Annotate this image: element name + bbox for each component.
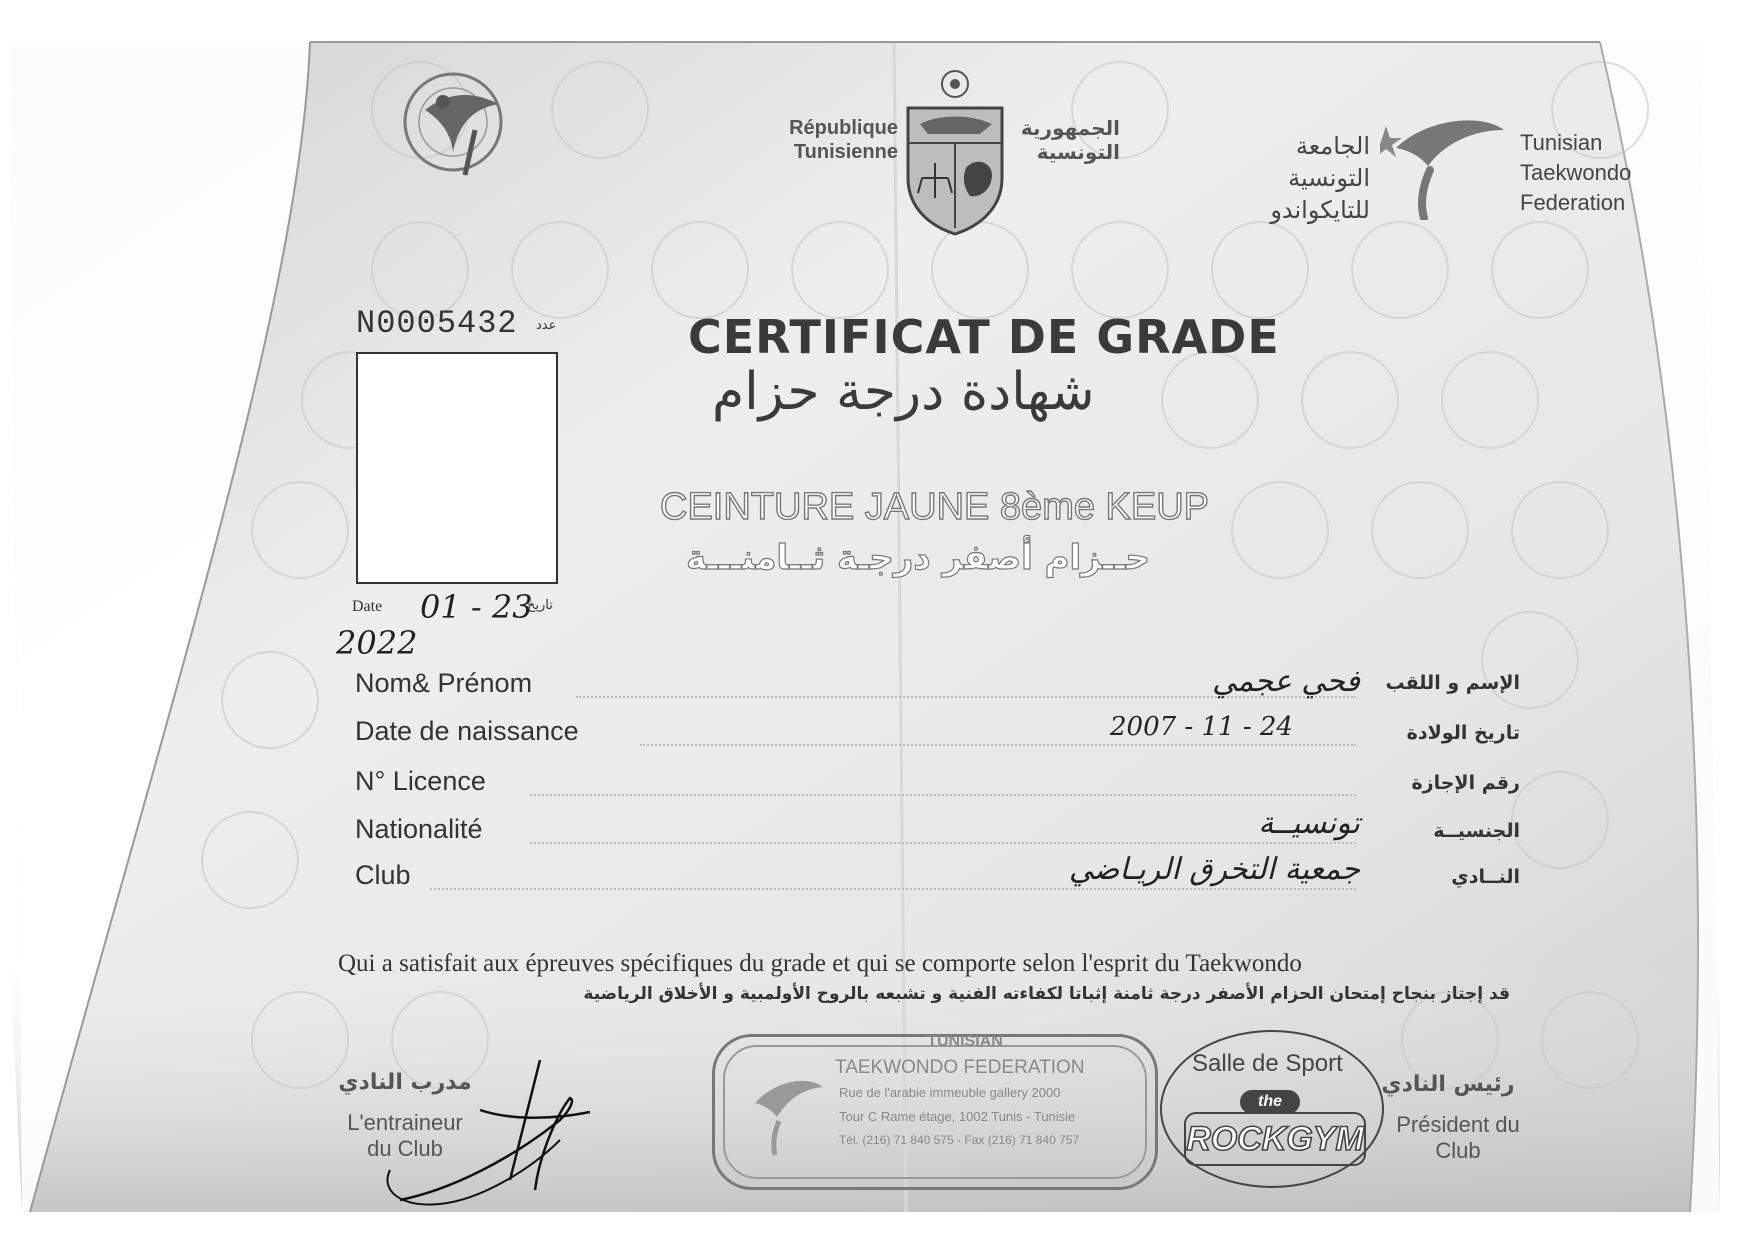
stamp-line5: Tél. (216) 71 840 575 - Fax (216) 71 840 757 (839, 1133, 1080, 1147)
federation-ar-line2: التونسية (1288, 164, 1370, 192)
federation-en-line2: Taekwondo (1520, 160, 1632, 185)
field-club-value: جمعية التخرق الريـاضي (1068, 852, 1360, 887)
field-name-value: فحي عجمي (1212, 664, 1360, 699)
president-label-fr-line2: Club (1435, 1138, 1481, 1163)
field-nationality-label-ar: الجنسيــة (1433, 820, 1520, 842)
field-birthdate-label-ar: تاريخ الولادة (1406, 722, 1520, 744)
field-licence-dots (530, 794, 1356, 796)
stamp-federation-logo (745, 1067, 825, 1157)
grade-title-fr: CEINTURE JAUNE 8ème KEUP (660, 486, 1210, 528)
field-club-label-fr: Club (355, 860, 411, 890)
gym-stamp-the: the (1258, 1093, 1282, 1110)
president-label-fr-line1: Président du (1396, 1112, 1520, 1137)
tunisia-coat-of-arms-icon (900, 68, 1010, 238)
field-name-label-fr: Nom& Prénom (355, 668, 533, 698)
statement-ar: قد إجتاز بنجاح إمتحان الحزام الأصفر درجة ثامنة إثباتا لكفاءته الفنية و تشبعه بالروح الأولمبية و الأخلاق الرياضية (583, 984, 1510, 1004)
federation-stamp (712, 1034, 1158, 1190)
president-label-ar: رئيس النادي (1381, 1072, 1515, 1097)
field-club-label-ar: النــادي (1451, 866, 1520, 888)
federation-logo (1380, 100, 1510, 220)
date-label-ar: تاريخ (527, 598, 553, 613)
gym-stamp-title: Salle de Sport (1192, 1050, 1343, 1077)
coach-label-fr-line1: L'entraineur (347, 1110, 463, 1135)
date-value-day-month: 01 - 23 (420, 588, 533, 626)
field-nationality-dots (530, 842, 1356, 844)
photo-box (356, 352, 558, 584)
serial-number: N0005432 (356, 305, 518, 342)
date-value-year: 2022 (336, 624, 418, 662)
stamp-line2: TAEKWONDO FEDERATION (835, 1057, 1085, 1078)
grade-title-ar: حــزام أصفر درجـة ثــامنـــة (686, 538, 1151, 578)
certificate-title-ar: شهادة درجة حزام (712, 362, 1095, 422)
field-licence-label-fr: N° Licence (355, 766, 486, 796)
world-taekwondo-logo (395, 60, 515, 190)
republic-fr-line2: Tunisienne (793, 141, 898, 163)
federation-en-line1: Tunisian (1520, 130, 1603, 155)
stamp-line4: Tour C Rame étage, 1002 Tunis - Tunisie (839, 1109, 1076, 1124)
date-label-fr: Date (352, 598, 383, 615)
gym-stamp-the-badge (1240, 1090, 1300, 1114)
field-club-dots (430, 888, 1356, 890)
republic-fr-line1: République (789, 117, 898, 139)
stamp-line3: Rue de l'arabie immeuble gallery 2000 (839, 1085, 1061, 1100)
gym-stamp-name-box (1184, 1112, 1366, 1166)
federation-ar-line1: الجامعة (1295, 132, 1370, 160)
field-licence-label-ar: رقم الإجازة (1411, 772, 1520, 794)
statement-fr: Qui a satisfait aux épreuves spécifiques du grade et qui se comporte selon l'esprit du Taekwondo (338, 950, 1302, 977)
field-nationality-label-fr: Nationalité (355, 814, 483, 844)
field-birthdate-value: 2007 - 11 - 24 (1110, 712, 1293, 742)
coach-label-fr-line2: du Club (367, 1136, 443, 1161)
serial-label-ar: عدد (536, 318, 557, 333)
republic-ar-line1: الجمهورية (1020, 116, 1120, 140)
field-name-label-ar: الإسم و اللقب (1385, 672, 1520, 694)
coach-signature (360, 1050, 620, 1210)
field-birthdate-label-fr: Date de naissance (355, 716, 579, 746)
federation-en-line3: Federation (1520, 190, 1626, 215)
gym-stamp (1160, 1030, 1384, 1188)
coach-label-ar: مدرب النادي (338, 1070, 472, 1095)
gym-stamp-name: ROCKGYM (1186, 1120, 1364, 1158)
field-nationality-value: تونسيــة (1258, 806, 1360, 841)
federation-ar-line3: للتايكواندو (1270, 196, 1370, 224)
stamp-line1: TUNISIAN (927, 1033, 1003, 1050)
certificate-title-fr: CERTIFICAT DE GRADE (688, 310, 1280, 364)
field-birthdate-dots (640, 744, 1356, 746)
republic-ar-line2: التونسية (1036, 140, 1120, 164)
